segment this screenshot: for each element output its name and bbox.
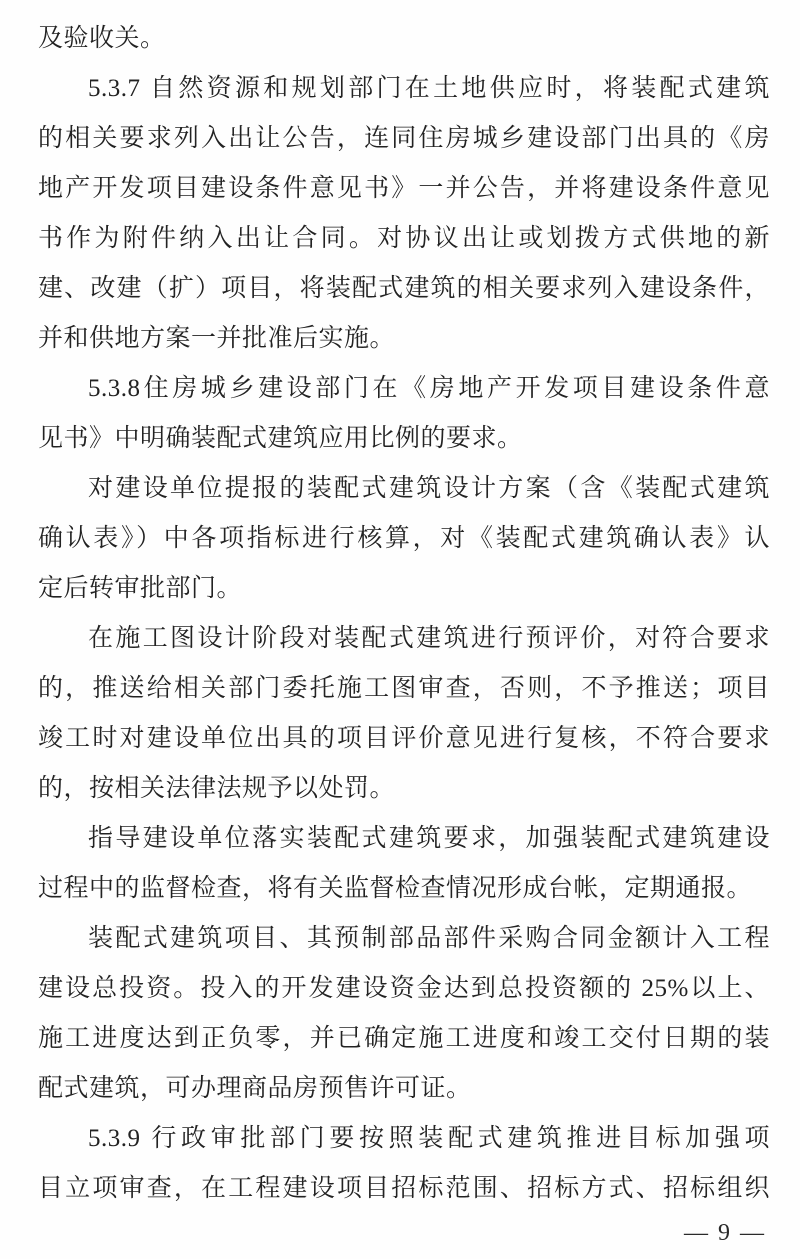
text-line: 并和供地方案一并批准后实施。 xyxy=(38,325,396,352)
text-line: 的相关要求列入出让公告，连同住房城乡建设部门出具的《房 xyxy=(38,125,770,152)
text-line: 指导建设单位落实装配式建筑要求，加强装配式建筑建设 xyxy=(88,825,770,852)
text-line: 对建设单位提报的装配式建筑设计方案（含《装配式建筑 xyxy=(88,475,770,502)
document-body xyxy=(38,14,770,1214)
text-line: 的，按相关法律法规予以处罚。 xyxy=(38,775,396,802)
text-line: 定后转审批部门。 xyxy=(38,575,243,602)
text-line: 地产开发项目建设条件意见书》一并公告，并将建设条件意见 xyxy=(38,175,770,202)
text-line: 竣工时对建设单位出具的项目评价意见进行复核，不符合要求 xyxy=(38,725,770,752)
page-number: — 9 — xyxy=(684,1220,766,1246)
text-line: 在施工图设计阶段对装配式建筑进行预评价，对符合要求 xyxy=(88,625,770,652)
text-line: 5.3.8住房城乡建设部门在《房地产开发项目建设条件意 xyxy=(88,375,770,402)
text-line: 及验收关。 xyxy=(38,25,166,52)
text-line: 见书》中明确装配式建筑应用比例的要求。 xyxy=(38,425,523,452)
text-line: 5.3.9 行政审批部门要按照装配式建筑推进目标加强项 xyxy=(88,1125,770,1152)
text-line: 过程中的监督检查，将有关监督检查情况形成台帐，定期通报。 xyxy=(38,875,753,902)
text-line: 配式建筑，可办理商品房预售许可证。 xyxy=(38,1075,472,1102)
text-line: 的，推送给相关部门委托施工图审查，否则，不予推送；项目 xyxy=(38,675,770,702)
text-line: 建、改建（扩）项目，将装配式建筑的相关要求列入建设条件， xyxy=(38,275,770,302)
text-line: 装配式建筑项目、其预制部品部件采购合同金额计入工程 xyxy=(88,925,770,952)
text-line: 5.3.7 自然资源和规划部门在土地供应时，将装配式建筑 xyxy=(88,75,770,102)
text-line: 目立项审查，在工程建设项目招标范围、招标方式、招标组织 xyxy=(38,1175,770,1202)
text-line: 施工进度达到正负零，并已确定施工进度和竣工交付日期的装 xyxy=(38,1025,770,1052)
text-line: 建设总投资。投入的开发建设资金达到总投资额的 25%以上、 xyxy=(38,975,770,1002)
text-line: 书作为附件纳入出让合同。对协议出让或划拨方式供地的新 xyxy=(38,225,770,252)
text-line: 确认表》）中各项指标进行核算，对《装配式建筑确认表》认 xyxy=(38,525,770,552)
